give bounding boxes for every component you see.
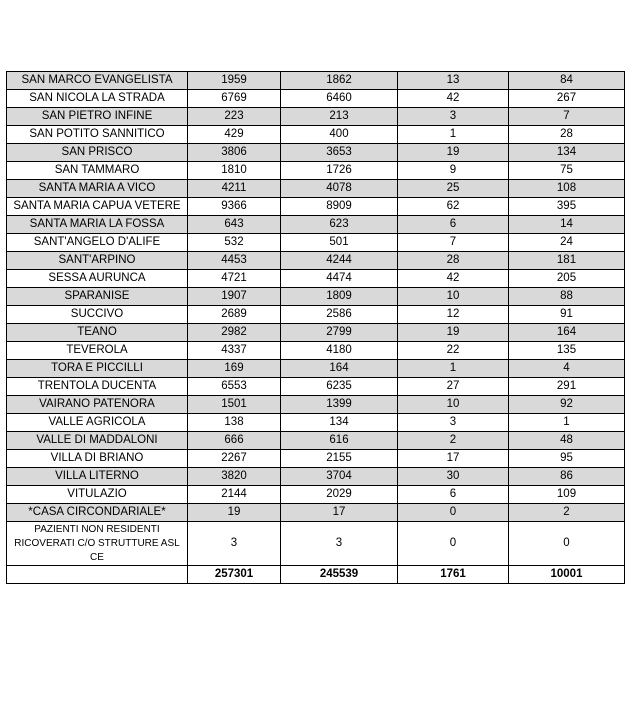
value-cell-4: 291 bbox=[509, 378, 625, 396]
value-cell-3: 28 bbox=[398, 252, 509, 270]
value-cell-3: 19 bbox=[398, 324, 509, 342]
nonresident-row bbox=[7, 522, 625, 566]
municipality-cell: SAN PRISCO bbox=[7, 144, 188, 162]
value-cell-1: 2689 bbox=[188, 306, 281, 324]
municipality-cell: SAN PIETRO INFINE bbox=[7, 108, 188, 126]
value-cell-2: 1809 bbox=[281, 288, 398, 306]
value-cell-4: 75 bbox=[509, 162, 625, 180]
value-cell-1: 19 bbox=[188, 504, 281, 522]
value-cell-3: 0 bbox=[398, 522, 509, 566]
table-row bbox=[7, 414, 625, 432]
value-cell-4: 10001 bbox=[509, 566, 625, 584]
value-cell-4: 7 bbox=[509, 108, 625, 126]
municipality-cell: SAN POTITO SANNITICO bbox=[7, 126, 188, 144]
value-cell-3: 22 bbox=[398, 342, 509, 360]
value-cell-3: 0 bbox=[398, 504, 509, 522]
table-row bbox=[7, 126, 625, 144]
value-cell-2: 245539 bbox=[281, 566, 398, 584]
value-cell-2: 501 bbox=[281, 234, 398, 252]
value-cell-4: 134 bbox=[509, 144, 625, 162]
municipality-cell: PAZIENTI NON RESIDENTI RICOVERATI C/O STRUTTURE ASL CE bbox=[7, 522, 188, 566]
value-cell-2: 4078 bbox=[281, 180, 398, 198]
table-body bbox=[7, 72, 625, 584]
value-cell-2: 3653 bbox=[281, 144, 398, 162]
value-cell-1: 1810 bbox=[188, 162, 281, 180]
municipality-cell: VILLA DI BRIANO bbox=[7, 450, 188, 468]
value-cell-4: 95 bbox=[509, 450, 625, 468]
table-row bbox=[7, 216, 625, 234]
value-cell-1: 257301 bbox=[188, 566, 281, 584]
table-row bbox=[7, 198, 625, 216]
table-row bbox=[7, 270, 625, 288]
value-cell-1: 1907 bbox=[188, 288, 281, 306]
value-cell-1: 1959 bbox=[188, 72, 281, 90]
value-cell-2: 2029 bbox=[281, 486, 398, 504]
value-cell-4: 181 bbox=[509, 252, 625, 270]
value-cell-2: 3704 bbox=[281, 468, 398, 486]
value-cell-2: 4244 bbox=[281, 252, 398, 270]
value-cell-2: 1726 bbox=[281, 162, 398, 180]
table-row bbox=[7, 144, 625, 162]
value-cell-2: 3 bbox=[281, 522, 398, 566]
value-cell-3: 6 bbox=[398, 486, 509, 504]
municipality-cell: SPARANISE bbox=[7, 288, 188, 306]
value-cell-4: 14 bbox=[509, 216, 625, 234]
municipality-cell: VALLE DI MADDALONI bbox=[7, 432, 188, 450]
value-cell-2: 623 bbox=[281, 216, 398, 234]
table-row bbox=[7, 342, 625, 360]
value-cell-1: 2982 bbox=[188, 324, 281, 342]
value-cell-3: 12 bbox=[398, 306, 509, 324]
table-row bbox=[7, 180, 625, 198]
value-cell-1: 429 bbox=[188, 126, 281, 144]
value-cell-4: 91 bbox=[509, 306, 625, 324]
value-cell-3: 30 bbox=[398, 468, 509, 486]
municipality-cell: VAIRANO PATENORA bbox=[7, 396, 188, 414]
value-cell-3: 13 bbox=[398, 72, 509, 90]
table-row bbox=[7, 72, 625, 90]
municipality-cell: SANTA MARIA LA FOSSA bbox=[7, 216, 188, 234]
municipality-cell: *CASA CIRCONDARIALE* bbox=[7, 504, 188, 522]
table-row bbox=[7, 234, 625, 252]
value-cell-4: 28 bbox=[509, 126, 625, 144]
value-cell-3: 10 bbox=[398, 288, 509, 306]
value-cell-1: 4337 bbox=[188, 342, 281, 360]
value-cell-1: 6769 bbox=[188, 90, 281, 108]
municipality-cell: SAN TAMMARO bbox=[7, 162, 188, 180]
table-row bbox=[7, 162, 625, 180]
value-cell-4: 267 bbox=[509, 90, 625, 108]
value-cell-4: 395 bbox=[509, 198, 625, 216]
table-row bbox=[7, 324, 625, 342]
value-cell-3: 1 bbox=[398, 126, 509, 144]
municipality-cell bbox=[7, 566, 188, 584]
municipality-cell: SANT'ARPINO bbox=[7, 252, 188, 270]
municipality-cell: TEVEROLA bbox=[7, 342, 188, 360]
value-cell-2: 134 bbox=[281, 414, 398, 432]
value-cell-2: 2799 bbox=[281, 324, 398, 342]
municipality-cell: SESSA AURUNCA bbox=[7, 270, 188, 288]
table-row bbox=[7, 108, 625, 126]
value-cell-4: 108 bbox=[509, 180, 625, 198]
table-row bbox=[7, 432, 625, 450]
value-cell-1: 9366 bbox=[188, 198, 281, 216]
value-cell-2: 2155 bbox=[281, 450, 398, 468]
municipality-cell: SANTA MARIA CAPUA VETERE bbox=[7, 198, 188, 216]
value-cell-3: 1761 bbox=[398, 566, 509, 584]
table-row bbox=[7, 396, 625, 414]
table-row bbox=[7, 288, 625, 306]
value-cell-3: 27 bbox=[398, 378, 509, 396]
value-cell-1: 169 bbox=[188, 360, 281, 378]
value-cell-3: 7 bbox=[398, 234, 509, 252]
value-cell-1: 643 bbox=[188, 216, 281, 234]
value-cell-4: 48 bbox=[509, 432, 625, 450]
municipality-cell: SUCCIVO bbox=[7, 306, 188, 324]
municipality-cell: VILLA LITERNO bbox=[7, 468, 188, 486]
value-cell-3: 1 bbox=[398, 360, 509, 378]
value-cell-2: 4180 bbox=[281, 342, 398, 360]
value-cell-2: 213 bbox=[281, 108, 398, 126]
value-cell-4: 0 bbox=[509, 522, 625, 566]
value-cell-4: 86 bbox=[509, 468, 625, 486]
table-row bbox=[7, 486, 625, 504]
value-cell-3: 6 bbox=[398, 216, 509, 234]
value-cell-4: 84 bbox=[509, 72, 625, 90]
data-table bbox=[6, 71, 625, 584]
value-cell-3: 42 bbox=[398, 90, 509, 108]
value-cell-4: 109 bbox=[509, 486, 625, 504]
value-cell-3: 17 bbox=[398, 450, 509, 468]
municipality-cell: SANTA MARIA A VICO bbox=[7, 180, 188, 198]
value-cell-4: 164 bbox=[509, 324, 625, 342]
value-cell-4: 2 bbox=[509, 504, 625, 522]
value-cell-2: 6235 bbox=[281, 378, 398, 396]
value-cell-1: 6553 bbox=[188, 378, 281, 396]
value-cell-2: 6460 bbox=[281, 90, 398, 108]
value-cell-2: 17 bbox=[281, 504, 398, 522]
value-cell-3: 62 bbox=[398, 198, 509, 216]
value-cell-1: 4211 bbox=[188, 180, 281, 198]
municipality-cell: TEANO bbox=[7, 324, 188, 342]
value-cell-1: 1501 bbox=[188, 396, 281, 414]
value-cell-4: 205 bbox=[509, 270, 625, 288]
value-cell-3: 9 bbox=[398, 162, 509, 180]
value-cell-2: 164 bbox=[281, 360, 398, 378]
table-row bbox=[7, 504, 625, 522]
municipality-cell: SAN NICOLA LA STRADA bbox=[7, 90, 188, 108]
value-cell-2: 616 bbox=[281, 432, 398, 450]
value-cell-2: 400 bbox=[281, 126, 398, 144]
value-cell-3: 3 bbox=[398, 108, 509, 126]
value-cell-4: 92 bbox=[509, 396, 625, 414]
value-cell-2: 8909 bbox=[281, 198, 398, 216]
value-cell-1: 2144 bbox=[188, 486, 281, 504]
value-cell-1: 666 bbox=[188, 432, 281, 450]
value-cell-1: 3820 bbox=[188, 468, 281, 486]
value-cell-3: 10 bbox=[398, 396, 509, 414]
table-row bbox=[7, 360, 625, 378]
value-cell-3: 3 bbox=[398, 414, 509, 432]
value-cell-1: 4453 bbox=[188, 252, 281, 270]
value-cell-3: 19 bbox=[398, 144, 509, 162]
value-cell-1: 138 bbox=[188, 414, 281, 432]
municipality-cell: TRENTOLA DUCENTA bbox=[7, 378, 188, 396]
value-cell-1: 4721 bbox=[188, 270, 281, 288]
value-cell-2: 1399 bbox=[281, 396, 398, 414]
municipality-cell: SANT'ANGELO D'ALIFE bbox=[7, 234, 188, 252]
table-row bbox=[7, 450, 625, 468]
value-cell-4: 88 bbox=[509, 288, 625, 306]
table-row bbox=[7, 378, 625, 396]
value-cell-2: 2586 bbox=[281, 306, 398, 324]
value-cell-4: 1 bbox=[509, 414, 625, 432]
value-cell-4: 4 bbox=[509, 360, 625, 378]
value-cell-1: 3 bbox=[188, 522, 281, 566]
value-cell-4: 135 bbox=[509, 342, 625, 360]
municipality-cell: VITULAZIO bbox=[7, 486, 188, 504]
total-row bbox=[7, 566, 625, 584]
table-row bbox=[7, 252, 625, 270]
municipality-cell: SAN MARCO EVANGELISTA bbox=[7, 72, 188, 90]
value-cell-1: 3806 bbox=[188, 144, 281, 162]
value-cell-1: 223 bbox=[188, 108, 281, 126]
value-cell-1: 532 bbox=[188, 234, 281, 252]
value-cell-3: 25 bbox=[398, 180, 509, 198]
value-cell-3: 42 bbox=[398, 270, 509, 288]
table-row bbox=[7, 90, 625, 108]
table-row bbox=[7, 306, 625, 324]
municipality-cell: TORA E PICCILLI bbox=[7, 360, 188, 378]
value-cell-1: 2267 bbox=[188, 450, 281, 468]
value-cell-2: 4474 bbox=[281, 270, 398, 288]
value-cell-2: 1862 bbox=[281, 72, 398, 90]
value-cell-3: 2 bbox=[398, 432, 509, 450]
municipality-cell: VALLE AGRICOLA bbox=[7, 414, 188, 432]
value-cell-4: 24 bbox=[509, 234, 625, 252]
table-row bbox=[7, 468, 625, 486]
